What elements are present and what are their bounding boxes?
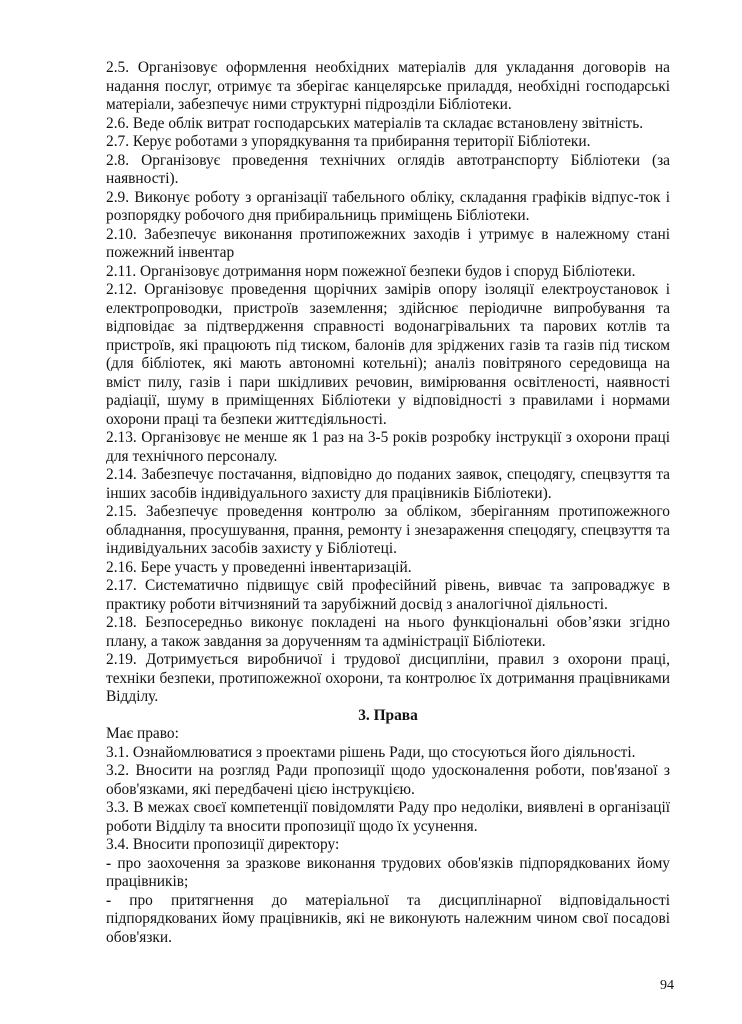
bullet-dash: - bbox=[106, 854, 112, 872]
page-number: 94 bbox=[660, 978, 674, 993]
paragraph-2-13: 2.13. Організовує не менше як 1 раз на 3-5 років розробку інструкції з охорони праці для технічного персоналу. bbox=[106, 429, 670, 465]
bullet-item bbox=[106, 855, 670, 892]
paragraph-2-16: 2.16. Бере участь у проведенні інвентаризацій. bbox=[106, 558, 412, 576]
paragraph-3-2: 3.2. Вносити на розгляд Ради пропозиції щодо удосконалення роботи, пов'язаної з обов'язками, які передбачені цією інструкцією. bbox=[106, 762, 670, 798]
paragraph-2-8: 2.8. Організовує проведення технічних оглядів автотранспорту Бібліотеки (за наявності). bbox=[106, 151, 670, 187]
paragraph-2-19: 2.19. Дотримується виробничої і трудової дисципліни, правил з охорони праці, техніки безпеки, протипожежної охорони, та контролює їх дотримання працівниками Відділу. bbox=[106, 651, 670, 705]
bullet-dash: - bbox=[106, 891, 112, 909]
paragraph-2-14: 2.14. Забезпечує постачання, відповідно до поданих заявок, спецодягу, спецвзуття та інших засобів індивідуального захисту для працівників Бібліотеки). bbox=[106, 466, 670, 502]
paragraph-2-5: 2.5. Організовує оформлення необхідних матеріалів для укладання договорів на надання послуг, отримує та зберігає канцелярське приладдя, необхідні господарські матеріали, забезпечує ними структурні підрозділи Бібліотеки. bbox=[106, 59, 670, 113]
rights-intro: Має право: bbox=[106, 725, 179, 742]
paragraph-2-15: 2.15. Забезпечує проведення контролю за обліком, зберіганням протипожежного обладнання, просушування, прання, ремонту і знезараження спецодягу, спецвзуття та індивідуальних засобів захисту у Бібліотеці. bbox=[106, 503, 670, 557]
bullet-text: про заохочення за зразкове виконання трудових обов'язків підпорядкованих йому працівників; bbox=[106, 854, 670, 890]
paragraph-2-18: 2.18. Безпосередньо виконує покладені на нього функціональні обов’язки згідно плану, а також завдання за дорученням та адміністрації Бібліотеки. bbox=[106, 614, 670, 650]
paragraph-2-17: 2.17. Систематично підвищує свій професійний рівень, вивчає та запроваджує в практику роботи вітчизняний та зарубіжний досвід з аналогічної діяльності. bbox=[106, 577, 670, 613]
paragraph-2-7: 2.7. Керує роботами з упорядкування та прибирання території Бібліотеки. bbox=[106, 133, 591, 150]
paragraph-2-12: 2.12. Організовує проведення щорічних замірів опору ізоляції електроустановок і електропроводки, пристроїв заземлення; здійснює періодичне випробування та відповідає за підтвердження справності водонагрівальних та парових котлів та пристроїв, які працюють під тиском, балонів для зріджених газів та газів під тиском (для бібліотек, які мають автономні котельні); аналіз повітряного середовища на вміст пилу, газів і пари шкідливих речовин, вимірювання освітленості, наявності радіації, шуму в приміщеннях Бібліотеки у відповідності з правилами і нормами охорони праці та безпеки життєдіяльності. bbox=[106, 281, 670, 428]
section-heading: 3. Права bbox=[358, 706, 418, 724]
bullet-item bbox=[106, 892, 670, 948]
paragraph-3-3: 3.3. В межах своєї компетенції повідомляти Раду про недоліки, виявлені в організації роботи Відділу та вносити пропозиції щодо їх усунення. bbox=[106, 799, 670, 835]
paragraph-2-6: 2.6. Веде облік витрат господарських матеріалів та складає встановлену звітність. bbox=[106, 114, 644, 132]
paragraph-2-9: 2.9. Виконує роботу з організації табельного обліку, складання графіків відпус-ток і розпорядку робочого дня прибиральниць приміщень Бібліотеки. bbox=[106, 188, 670, 224]
paragraph-3-4: 3.4. Вносити пропозиції директору: bbox=[106, 836, 340, 853]
paragraph-3-1: 3.1. Ознайомлюватися з проектами рішень Ради, що стосуються його діяльності. bbox=[106, 743, 636, 761]
page-content bbox=[106, 59, 670, 947]
paragraph-2-11: 2.11. Організовує дотримання норм пожежної безпеки будов і споруд Бібліотеки. bbox=[106, 262, 636, 280]
paragraph-2-10: 2.10. Забезпечує виконання протипожежних заходів і утримує в належному стані пожежний інвентар bbox=[106, 225, 670, 261]
bullet-text: про притягнення до матеріальної та дисциплінарної відповідальності підпорядкованих йому працівників, які не виконують належним чином свої посадові обов'язки. bbox=[106, 891, 670, 946]
